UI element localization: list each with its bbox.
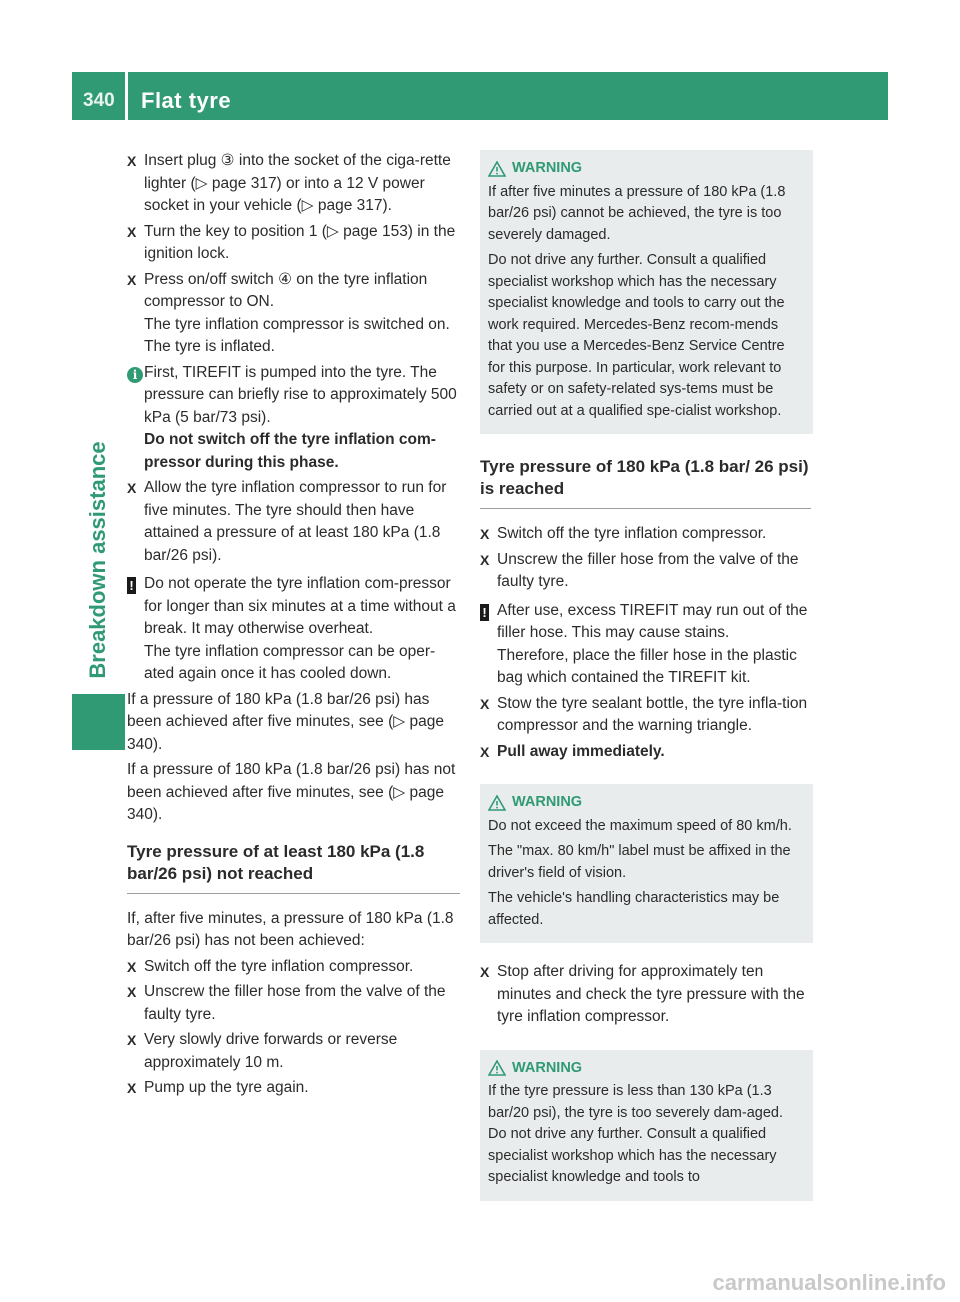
step-item: X Pull away immediately. (480, 741, 811, 764)
step-result: The tyre inflation compressor is switched on. The tyre is inflated. (144, 315, 450, 355)
step-arrow-icon: X (480, 743, 490, 760)
warning-box: WARNING If after five minutes a pressure of 180 kPa (1.8 bar/26 psi) cannot be achieved, the tyre is too severely damaged. Do not drive any further. Consult a qualified specialist workshop which has the necessary specialist knowledge and tools to carry out the work required. Mercedes-Benz recom-mends that you use a Mercedes-Benz Service Centre for this purpose. In particular, work relevant to safety or on safety-related sys-tems must be carried out at a qualified spe-cialist workshop. (480, 150, 813, 434)
warning-box: WARNING Do not exceed the maximum speed of 80 km/h. The "max. 80 km/h" label must be affixed in the driver's field of vision. The vehicle's handling characteristics may be affected. (480, 784, 813, 943)
step-arrow-icon: X (127, 480, 137, 496)
step-item: X Turn the key to position 1 (▷ page 153) in the ignition lock. (127, 222, 456, 262)
step-item: X Switch off the tyre inflation compressor. (127, 956, 460, 979)
info-icon: i (127, 367, 143, 383)
step-item: X Unscrew the filler hose from the valve of the faulty tyre. (480, 550, 799, 590)
step-arrow-icon: X (480, 551, 490, 568)
section-label: Breakdown assistance (85, 441, 110, 679)
caution-note: ! After use, excess TIREFIT may run out of the filler hose. This may cause stains. Therefore, place the filler hose in the plastic bag which contained the TIREFIT kit. (480, 600, 811, 690)
warning-triangle-icon (488, 1060, 506, 1076)
warning-label: WARNING (512, 160, 583, 176)
watermark: carmanualsonline.info (712, 1270, 946, 1295)
step-item: X Unscrew the filler hose from the valve of the faulty tyre. (127, 983, 446, 1023)
exclamation-icon: ! (480, 604, 489, 621)
section-heading: Tyre pressure of 180 kPa (1.8 bar/ 26 psi) is reached (480, 456, 811, 509)
step-item: X Insert plug ③ into the socket of the ciga-rette lighter (▷ page 317) or into a 12 V power socket in your vehicle (▷ page 317). (127, 152, 451, 214)
step-arrow-icon: X (127, 1080, 137, 1096)
step-arrow-icon: X (480, 964, 490, 980)
warning-triangle-icon (488, 161, 506, 177)
warning-label: WARNING (512, 1059, 583, 1076)
paragraph: If, after five minutes, a pressure of 180 kPa (1.8 bar/26 psi) has not been achieved: (127, 909, 454, 949)
step-arrow-icon: X (127, 153, 137, 169)
right-column (480, 150, 811, 1201)
step-item: X Very slowly drive forwards or reverse approximately 10 m. (127, 1031, 398, 1071)
left-column (127, 150, 460, 1103)
step-item: X Stop after driving for approximately ten minutes and check the tyre pressure with the tyre inflation compressor. (480, 963, 805, 1025)
page-number: 340 (83, 90, 115, 111)
step-arrow-icon: X (480, 526, 490, 542)
step-item: X Press on/off switch ④ on the tyre inflation compressor to ON. (127, 270, 428, 310)
header-divider (125, 72, 128, 120)
step-arrow-icon: X (127, 223, 137, 240)
paragraph: If a pressure of 180 kPa (1.8 bar/26 psi) has been achieved after five minutes, see (▷ page 340). (127, 690, 444, 753)
warning-label: WARNING (512, 794, 583, 810)
warning-triangle-icon (488, 795, 506, 811)
step-arrow-icon: X (127, 1032, 137, 1048)
step-arrow-icon: X (127, 958, 137, 975)
step-item: X Stow the tyre sealant bottle, the tyre infla-tion compressor and the warning triangle. (480, 694, 808, 734)
step-arrow-icon: X (127, 271, 137, 288)
section-heading: Tyre pressure of at least 180 kPa (1.8 bar/26 psi) not reached (127, 841, 460, 894)
page-title: Flat tyre (141, 88, 232, 113)
step-item: X Switch off the tyre inflation compressor. (480, 523, 811, 546)
step-item: X Allow the tyre inflation compressor to run for five minutes. The tyre should then have attained a pressure of at least 180 kPa (1.8 bar/26 psi). (127, 479, 447, 564)
step-item: X Pump up the tyre again. (127, 1077, 460, 1100)
step-arrow-icon: X (127, 984, 137, 1000)
exclamation-icon: ! (127, 577, 136, 594)
paragraph: If a pressure of 180 kPa (1.8 bar/26 psi) has not been achieved after five minutes, see (▷ page 340). (127, 761, 456, 823)
warning-box: WARNING If the tyre pressure is less than 130 kPa (1.3 bar/20 psi), the tyre is too severely dam-aged. Do not drive any further. Consult a qualified specialist workshop which has the necessary specialist knowledge and tools to (480, 1050, 813, 1201)
step-arrow-icon: X (480, 695, 490, 712)
caution-note: ! Do not operate the tyre inflation com-pressor for longer than six minutes at a time without a break. It may otherwise overheat. The tyre inflation compressor can be oper-ated again once it has cooled down. (127, 573, 460, 686)
info-note: i First, TIREFIT is pumped into the tyre. The pressure can briefly rise to approximately 500 kPa (5 bar/73 psi). Do not switch off the tyre inflation com-pressor during this phase. (127, 362, 460, 475)
side-tab-marker (72, 694, 125, 750)
